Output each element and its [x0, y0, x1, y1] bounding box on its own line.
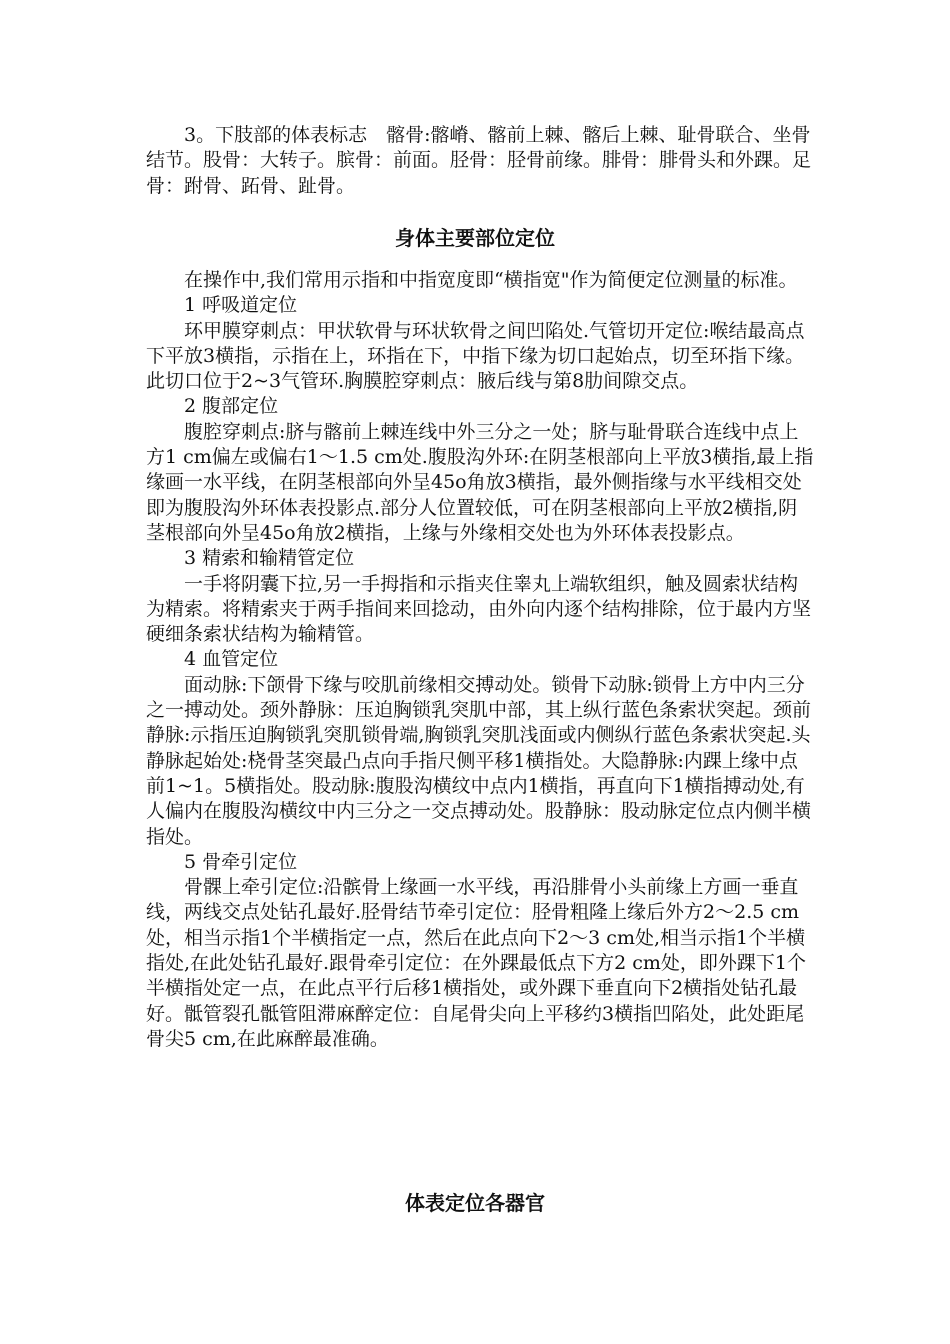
intro-section — [146, 123, 814, 199]
paragraph-respiratory: 环甲膜穿刺点：甲状软骨与环状软骨之间凹陷处.气管切开定位:喉结最高点下平放3横指，示指在上，环指在下，中指下缘为切口起始点，切至环指下缘。此切口位于2~3气管环.胸膜腔穿刺点：腋后线与第8肋间隙交点。 — [146, 319, 805, 393]
subheading-vessels: 4 血管定位 — [184, 648, 279, 671]
subheading-traction: 5 骨牵引定位 — [184, 850, 298, 873]
main-body — [146, 268, 814, 1052]
section-heading: 身体主要部位定位 — [395, 226, 555, 250]
intro-text: 在操作中,我们常用示指和中指宽度即“横指宽"作为简便定位测量的标准。 — [184, 269, 798, 291]
subheading-respiratory: 1 呼吸道定位 — [184, 294, 298, 317]
intro-paragraph: 3。下肢部的体表标志 髂骨:髂嵴、髂前上棘、髂后上棘、耻骨联合、坐骨结节。股骨：大转子。膑骨：前面。胫骨：胫骨前缘。腓骨：腓骨头和外踝。足骨：跗骨、跖骨、趾骨。 — [146, 124, 812, 197]
subheading-spermatic-cord: 3 精索和输精管定位 — [184, 547, 355, 570]
subheading-abdomen: 2 腹部定位 — [184, 395, 279, 418]
paragraph-spermatic-cord: 一手将阴囊下拉,另一手拇指和示指夹住睾丸上端软组织，触及圆索状结构为精索。将精索夹于两手指间来回捻动，由外向内逐个结构排除，位于最内方坚硬细条索状结构为输精管。 — [146, 572, 812, 646]
paragraph-abdomen: 腹腔穿刺点:脐与髂前上棘连线中外三分之一处；脐与耻骨联合连线中点上方1 cm偏左或偏右1～1.5 cm处.腹股沟外环:在阴茎根部向上平放3横指,最上指缘画一水平线，在阴茎根部向外呈45o角放3横指，最外侧指缘与水平线相交处即为腹股沟外环体表投影点.部分人位置较低，可在阴茎根部向上平放2横指,阴茎根部向外呈45o角放2横指，上缘与外缘相交处也为外环体表投影点。 — [146, 420, 814, 544]
paragraph-vessels: 面动脉:下颌骨下缘与咬肌前缘相交搏动处。锁骨下动脉:锁骨上方中内三分之一搏动处。颈外静脉：压迫胸锁乳突肌中部，其上纵行蓝色条索状突起。颈前静脉:示指压迫胸锁乳突肌锁骨端,胸锁乳突肌浅面或内侧纵行蓝色条索状突起.头静脉起始处:桡骨茎突最凸点向手指尺侧平移1横指处。大隐静脉:内踝上缘中点前1~1。5横指处。股动脉:腹股沟横纹中点内1横指，再直向下1横指搏动处,有人偏内在腹股沟横纹中内三分之一交点搏动处。股静脉：股动脉定位点内侧半横指处。 — [146, 673, 812, 848]
section-heading-2: 体表定位各器官 — [405, 1191, 545, 1215]
paragraph-traction: 骨髁上牵引定位:沿髌骨上缘画一水平线，再沿腓骨小头前缘上方画一垂直线，两线交点处钻孔最好.胫骨结节牵引定位：胫骨粗隆上缘后外方2～2.5 cm处，相当示指1个半横指定一点，然后在此点向下2～3 cm处,相当示指1个半横指处,在此处钻孔最好.跟骨牵引定位：在外踝最低点下方2 cm处，即外踝下1个半横指处定一点，在此点平行后移1横指处，或外踝下垂直向下2横指处钻孔最好。骶管裂孔骶管阻滞麻醉定位：自尾骨尖向上平移约3横指凹陷处，此处距尾骨尖5 cm,在此麻醉最准确。 — [146, 876, 806, 1050]
